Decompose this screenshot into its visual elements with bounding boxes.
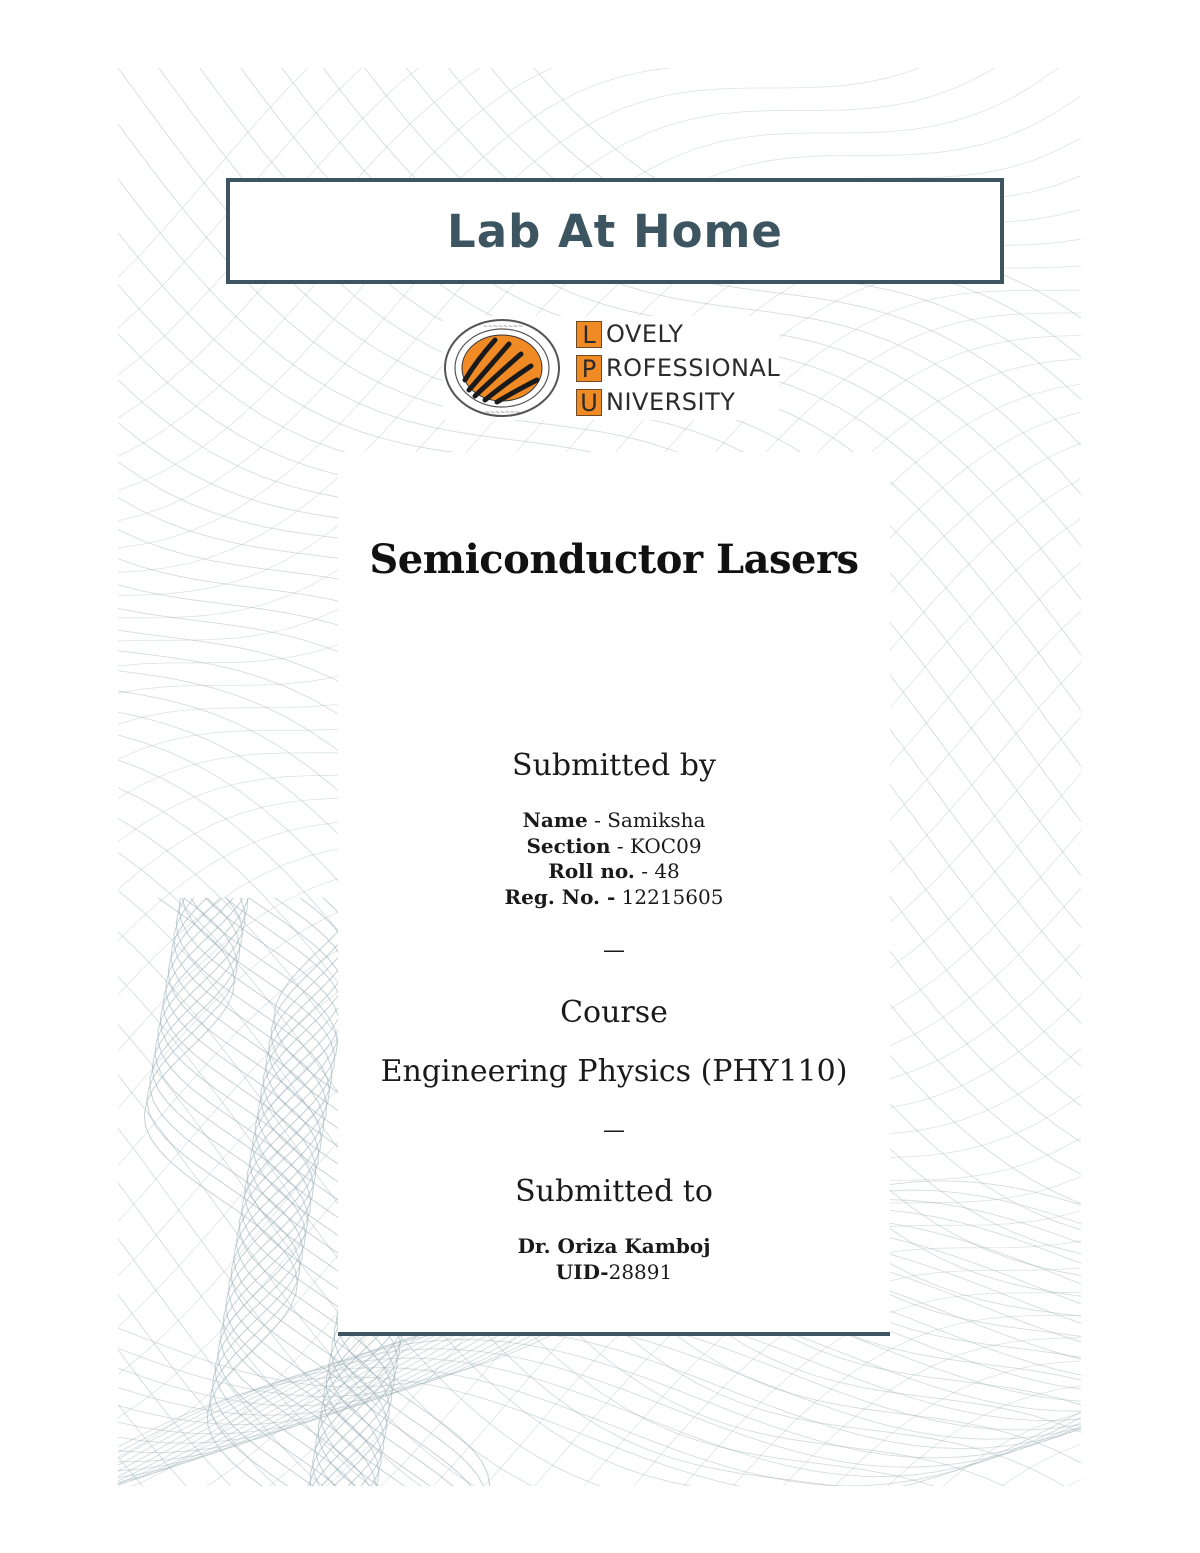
course-heading: Course bbox=[560, 995, 668, 1030]
header-title: Lab At Home bbox=[447, 204, 783, 258]
section-divider: — bbox=[603, 1118, 625, 1143]
detail-value: Samiksha bbox=[607, 808, 706, 832]
svg-text:~~~~~~~: ~~~~~~~ bbox=[485, 409, 521, 416]
wordmark-text: OVELY bbox=[606, 320, 684, 348]
wave-line bbox=[118, 1349, 1081, 1467]
university-wordmark bbox=[576, 318, 781, 420]
university-seal-icon bbox=[443, 318, 561, 418]
wordmark-initial: P bbox=[576, 355, 602, 382]
instructor-details bbox=[338, 1234, 890, 1285]
cover-card bbox=[338, 452, 890, 1336]
wordmark-text: NIVERSITY bbox=[606, 388, 736, 416]
detail-label: Section bbox=[526, 833, 611, 858]
detail-separator: - bbox=[587, 808, 608, 832]
detail-row-roll bbox=[338, 859, 890, 885]
detail-label: Reg. No. - bbox=[504, 884, 616, 909]
wave-line bbox=[118, 1358, 1081, 1476]
detail-separator: - bbox=[634, 859, 655, 883]
wave-line bbox=[118, 1479, 1081, 1486]
wordmark-line bbox=[576, 318, 781, 350]
detail-separator: - bbox=[610, 833, 630, 858]
submitted-by-heading: Submitted by bbox=[512, 748, 716, 783]
detail-label: Name bbox=[522, 808, 588, 832]
detail-value: KOC09 bbox=[629, 833, 702, 858]
detail-value: 12215605 bbox=[621, 884, 724, 909]
wordmark-initial: U bbox=[576, 389, 602, 416]
student-details bbox=[338, 808, 890, 910]
uid-value: 28891 bbox=[608, 1259, 673, 1284]
wordmark-line bbox=[576, 352, 781, 384]
instructor-name: Dr. Oriza Kamboj bbox=[517, 1234, 711, 1258]
university-logo bbox=[443, 316, 779, 420]
instructor-name-row bbox=[338, 1234, 890, 1260]
wordmark-initial: L bbox=[576, 321, 602, 348]
detail-row-reg bbox=[338, 885, 890, 911]
section-divider: — bbox=[603, 938, 625, 963]
wave-line bbox=[152, 898, 349, 1486]
document-title: Semiconductor Lasers bbox=[369, 536, 859, 583]
detail-value: 48 bbox=[654, 859, 680, 883]
svg-text:~~~~~~~~: ~~~~~~~~ bbox=[483, 323, 524, 330]
detail-row-section bbox=[338, 834, 890, 860]
submitted-to-heading: Submitted to bbox=[515, 1174, 713, 1209]
instructor-uid-row bbox=[338, 1260, 890, 1286]
course-name: Engineering Physics (PHY110) bbox=[380, 1054, 848, 1089]
wordmark-text: ROFESSIONAL bbox=[606, 354, 781, 382]
header-title-box bbox=[226, 178, 1004, 284]
detail-label: Roll no. bbox=[548, 859, 635, 883]
wordmark-line bbox=[576, 386, 781, 418]
detail-row-name bbox=[338, 808, 890, 834]
uid-label: UID- bbox=[555, 1259, 609, 1284]
